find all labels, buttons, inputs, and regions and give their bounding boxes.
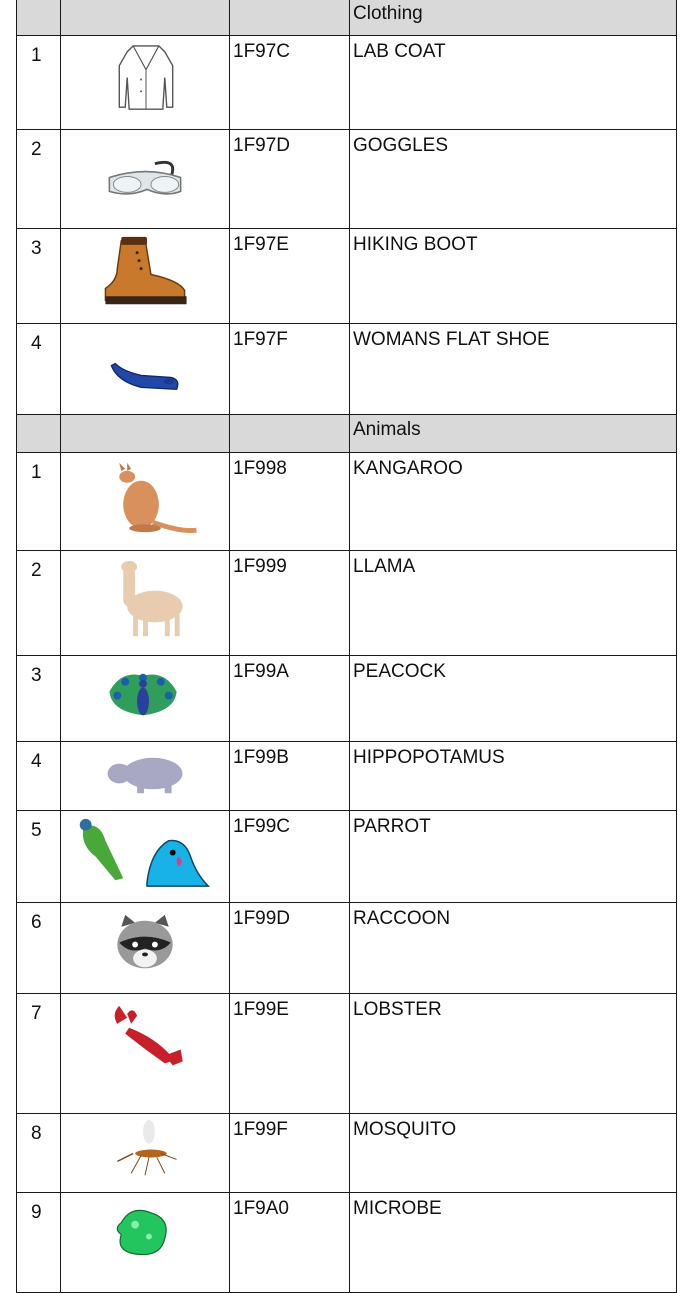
unicode-code: 1F99C [230,811,350,903]
emoji-name: WOMANS FLAT SHOE [350,324,677,415]
table-row [17,1193,677,1293]
emoji-image-cell [61,36,230,130]
row-number: 2 [17,551,61,656]
table-row [17,324,677,415]
unicode-code: 1F998 [230,453,350,551]
emoji-image-cell [61,1114,230,1193]
parrot-icon [61,811,230,902]
table-row [17,36,677,130]
header-cell-image [61,0,230,36]
section-title: Animals [350,415,677,453]
table-row [17,453,677,551]
row-number: 1 [17,36,61,130]
emoji-name: GOGGLES [350,130,677,229]
header-cell-num [17,0,61,36]
section-header-animals [17,415,677,453]
unicode-code: 1F99E [230,994,350,1114]
table-row [17,994,677,1114]
row-number: 5 [17,811,61,903]
unicode-code: 1F97E [230,229,350,324]
lobster-icon [61,994,230,1113]
lab-coat-icon [61,36,230,129]
kangaroo-icon [61,453,230,550]
row-number: 4 [17,324,61,415]
emoji-table [16,0,677,1293]
unicode-code: 1F97D [230,130,350,229]
emoji-name: RACCOON [350,903,677,994]
emoji-image-cell [61,453,230,551]
womans-flat-shoe-icon [61,324,230,414]
unicode-code: 1F97C [230,36,350,130]
table-row [17,742,677,811]
hippopotamus-icon [61,742,230,810]
row-number: 4 [17,742,61,811]
llama-icon [61,551,230,655]
table-row [17,656,677,742]
emoji-name: PARROT [350,811,677,903]
row-number: 7 [17,994,61,1114]
unicode-code: 1F9A0 [230,1193,350,1293]
row-number: 9 [17,1193,61,1293]
table-row [17,551,677,656]
emoji-name: HIPPOPOTAMUS [350,742,677,811]
goggles-icon [61,130,230,228]
row-number: 3 [17,656,61,742]
emoji-image-cell [61,811,230,903]
row-number: 3 [17,229,61,324]
header-cell-num [17,415,61,453]
emoji-image-cell [61,1193,230,1293]
peacock-icon [61,656,230,741]
emoji-name: HIKING BOOT [350,229,677,324]
microbe-icon [61,1193,230,1292]
row-number: 2 [17,130,61,229]
header-cell-code [230,0,350,36]
emoji-name: MOSQUITO [350,1114,677,1193]
emoji-image-cell [61,229,230,324]
emoji-name: LAB COAT [350,36,677,130]
unicode-code: 1F99F [230,1114,350,1193]
unicode-code: 1F99D [230,903,350,994]
emoji-name: LLAMA [350,551,677,656]
row-number: 8 [17,1114,61,1193]
row-number: 1 [17,453,61,551]
emoji-name: KANGAROO [350,453,677,551]
row-number: 6 [17,903,61,994]
emoji-image-cell [61,324,230,415]
table-row [17,229,677,324]
table-row [17,130,677,229]
unicode-code: 1F99B [230,742,350,811]
emoji-image-cell [61,994,230,1114]
header-cell-code [230,415,350,453]
unicode-code: 1F97F [230,324,350,415]
emoji-image-cell [61,903,230,994]
emoji-image-cell [61,551,230,656]
emoji-image-cell [61,130,230,229]
emoji-image-cell [61,656,230,742]
emoji-name: MICROBE [350,1193,677,1293]
emoji-name: PEACOCK [350,656,677,742]
mosquito-icon [61,1114,230,1192]
table-row [17,811,677,903]
emoji-name: LOBSTER [350,994,677,1114]
raccoon-icon [61,903,230,993]
unicode-code: 1F999 [230,551,350,656]
table-row [17,1114,677,1193]
header-cell-image [61,415,230,453]
hiking-boot-icon [61,229,230,323]
section-title: Clothing [350,0,677,36]
emoji-image-cell [61,742,230,811]
unicode-code: 1F99A [230,656,350,742]
table-row [17,903,677,994]
section-header-clothing [17,0,677,36]
